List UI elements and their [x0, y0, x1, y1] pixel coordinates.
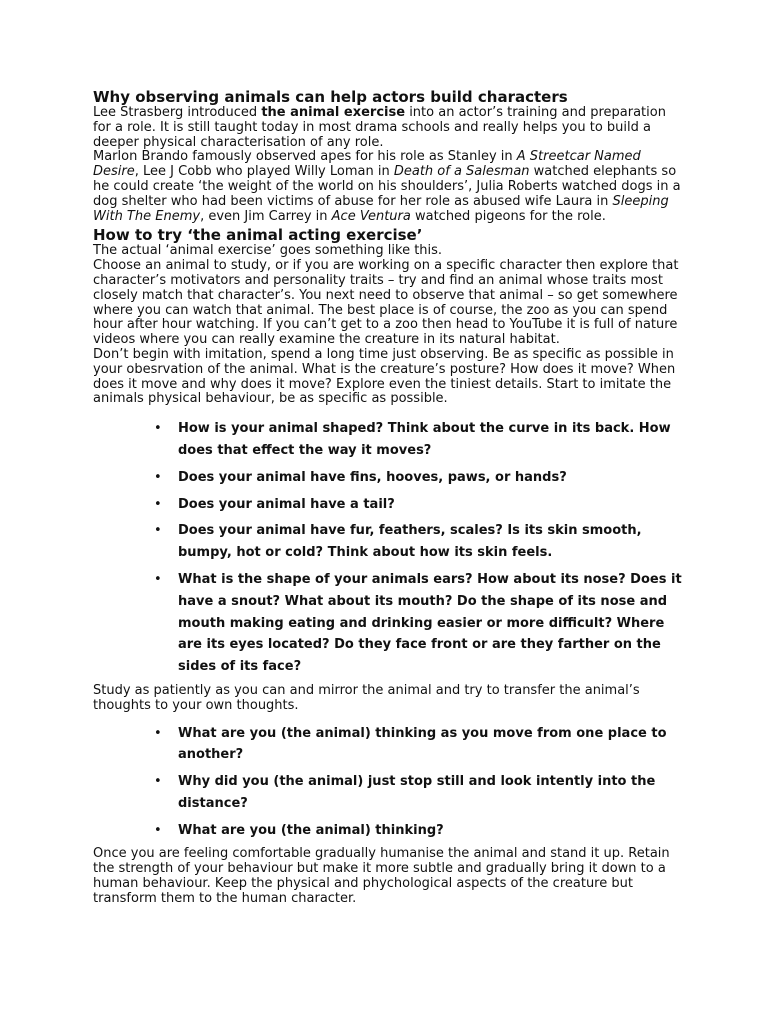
list-item-text: How is your animal shaped? Think about the curve in its back. How does that effect the way it moves? — [178, 421, 671, 458]
list-item-text: What is the shape of your animals ears? How about its nose? Does it have a snout? What about its mouth? Do the shape of its nose and mouth making eating and drinking easier or more difficult? Where are its eyes located? Do they face front or are they farther on the sides of its face? — [178, 571, 682, 675]
text-run: watched elephants so he could create ‘the weight of the world on his shoulders’, Julia Roberts watched dogs in a dog shelter who had been victims of abuse for her role as abused wife Laura in — [93, 164, 681, 209]
text-run: , even Jim Carrey in — [200, 208, 332, 224]
list-item-text: Does your animal have fur, feathers, scales? Is its skin smooth, bumpy, hot or cold? Think about how its skin feels. — [178, 523, 642, 561]
list-item-text: Why did you (the animal) just stop still and look intently into the distance? — [178, 774, 656, 811]
list-item — [154, 520, 683, 564]
article-title: Why observing animals can help actors build characters — [93, 88, 568, 106]
italic-title: Sleeping With The Enemy — [93, 193, 669, 224]
text-run: Lee Strasberg introduced — [93, 105, 262, 120]
section-paragraph-3: Don’t begin with imitation, spend a long time just observing. Be as specific as possible in your obesrvation of the animal. What is the creature’s posture? How does it move? When does it move and why does it move? Explore even the tiniest details. Start to imitate the animals physical behaviour, be as specific as possible. — [93, 346, 676, 407]
bold-term: the animal exercise — [261, 105, 406, 120]
question-list-1 — [93, 418, 683, 678]
bullet-icon: • — [154, 571, 162, 587]
italic-title: Death of a Salesman — [393, 164, 530, 180]
list-item-text: Does your animal have a tail? — [178, 496, 395, 512]
document-body — [93, 89, 683, 907]
text-run: , Lee J Cobb who played Willy Loman in — [134, 164, 394, 180]
italic-title: A Streetcar Named Desire — [93, 149, 641, 180]
text-run: Marlon Brando famously observed apes for his role as Stanley in — [93, 149, 517, 165]
italic-title: Ace Ventura — [331, 208, 411, 224]
bullet-icon: • — [154, 822, 162, 838]
list-item — [154, 569, 683, 678]
list-item — [154, 723, 683, 767]
text-run: watched pigeons for the role. — [410, 208, 606, 224]
text-run: into an actor’s training and preparation for a role. It is still taught today in most drama schools and really helps you to build a deeper physical characterisation of any role. — [93, 105, 666, 150]
list-item-text: Does your animal have fins, hooves, paws, or hands? — [178, 469, 567, 485]
question-list-2 — [93, 723, 683, 842]
bullet-icon: • — [154, 496, 162, 512]
list-item — [154, 820, 683, 842]
intro-paragraph-2 — [93, 150, 683, 224]
section-paragraph-1: The actual ‘animal exercise’ goes something like this. — [93, 243, 443, 259]
list-item — [154, 418, 683, 462]
list-item — [154, 771, 683, 815]
list-item — [154, 467, 683, 489]
list-item-text: What are you (the animal) thinking? — [178, 822, 444, 838]
intro-paragraph-1 — [93, 106, 683, 150]
closing-paragraph: Once you are feeling comfortable gradually humanise the animal and stand it up. Retain the strength of your behaviour but make it more subtle and gradually bring it down to a human behaviour. Keep the physical and phychological aspects of the creature but transform them to the human character. — [93, 846, 670, 906]
list-item — [154, 494, 683, 516]
bullet-icon: • — [154, 421, 162, 437]
bullet-icon: • — [154, 774, 162, 790]
list-item-text: What are you (the animal) thinking as you move from one place to another? — [178, 725, 667, 763]
bullet-icon: • — [154, 523, 162, 539]
bullet-icon: • — [154, 469, 162, 485]
bullet-icon: • — [154, 725, 162, 741]
section-paragraph-2: Choose an animal to study, or if you are working on a specific character then explore that character’s motivators and personality traits – try and find an animal whose traits most closely match that character’s. You next need to observe that animal – so get somewhere where you can watch that animal. The best place is of course, the zoo as you can spend hour after hour watching. If you can’t get to a zoo then head to YouTube it is full of nature videos where you can really examine the creature in its natural habitat. — [93, 258, 679, 348]
middle-paragraph: Study as patiently as you can and mirror the animal and try to transfer the animal’s thoughts to your own thoughts. — [93, 682, 640, 713]
section-heading: How to try ‘the animal acting exercise’ — [93, 226, 423, 245]
